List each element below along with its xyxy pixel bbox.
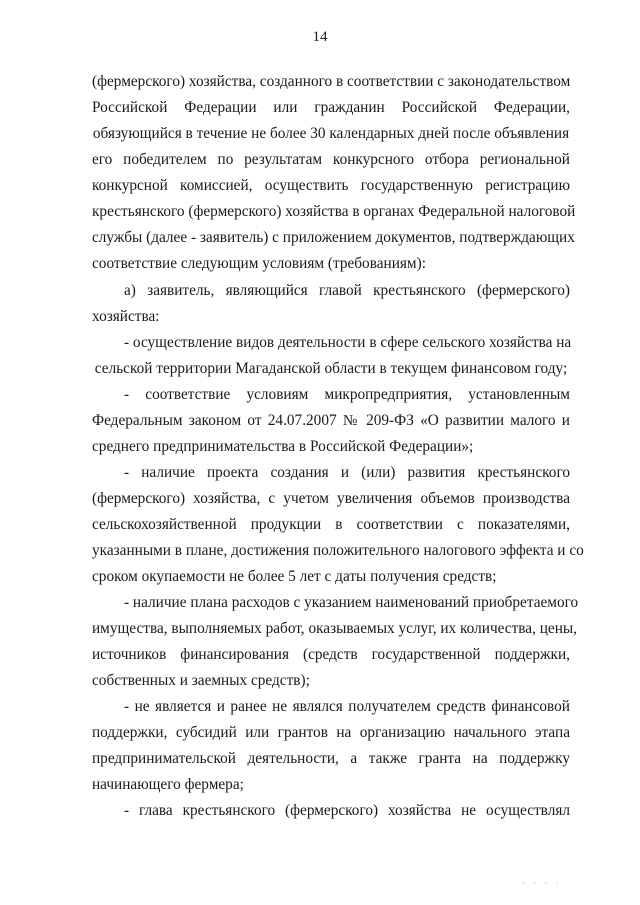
text-line: - не является и ранее не являлся получателем средств финансовой — [124, 698, 570, 715]
text-line: Российской Федерации или гражданин Российской Федерации, — [92, 99, 570, 116]
text-line: сельскохозяйственной продукции в соответствии с показателями, — [92, 516, 570, 533]
text-line: поддержки, субсидий или грантов на организацию начального этапа — [92, 724, 570, 741]
text-line: сельской территории Магаданской области в текущем финансовом году; — [94, 360, 568, 377]
text-line: сроком окупаемости не более 5 лет с даты получения средств; — [92, 568, 497, 585]
text-line: - осуществление видов деятельности в сфере сельского хозяйства на — [124, 334, 572, 351]
text-line: собственных и заемных средств); — [92, 672, 310, 689]
text-line: предпринимательской деятельности, а также гранта на поддержку — [92, 750, 570, 767]
text-line: источников финансирования (средств государственной поддержки, — [92, 646, 570, 663]
text-line: - соответствие условиям микропредприятия, установленным — [124, 386, 570, 403]
text-line: службы (далее - заявитель) с приложением документов, подтверждающих — [92, 229, 575, 246]
text-line: его победителем по результатам конкурсного отбора региональной — [92, 151, 570, 168]
text-line: (фермерского) хозяйства, с учетом увеличения объемов производства — [92, 490, 570, 507]
text-line: - глава крестьянского (фермерского) хозяйства не осуществлял — [124, 802, 570, 819]
text-line: - наличие плана расходов с указанием наименований приобретаемого — [124, 594, 579, 611]
text-line: хозяйства: — [92, 308, 160, 325]
text-line: среднего предпринимательства в Российской Федерации»; — [92, 438, 474, 455]
text-line: а) заявитель, являющийся главой крестьянского (фермерского) — [124, 282, 570, 299]
page-number: 14 — [312, 29, 328, 45]
scan-artifact: · · · · — [522, 878, 562, 888]
text-line: начинающего фермера; — [92, 776, 244, 793]
text-line: крестьянского (фермерского) хозяйства в органах Федеральной налоговой — [92, 203, 576, 220]
text-line: (фермерского) хозяйства, созданного в соответствии с законодательством — [92, 73, 571, 90]
text-line: обязующийся в течение не более 30 календарных дней после объявления — [92, 125, 570, 142]
text-line: имущества, выполняемых работ, оказываемых услуг, их количества, цены, — [92, 620, 578, 637]
text-line: конкурсной комиссией, осуществить государственную регистрацию — [92, 177, 570, 194]
text-line: - наличие проекта создания и (или) развития крестьянского — [124, 464, 570, 481]
text-line: указанными в плане, достижения положительного налогового эффекта и со — [92, 542, 584, 559]
text-line: соответствие следующим условиям (требованиям): — [92, 255, 426, 272]
text-line: Федеральным законом от 24.07.2007 № 209-ФЗ «О развитии малого и — [92, 412, 570, 429]
